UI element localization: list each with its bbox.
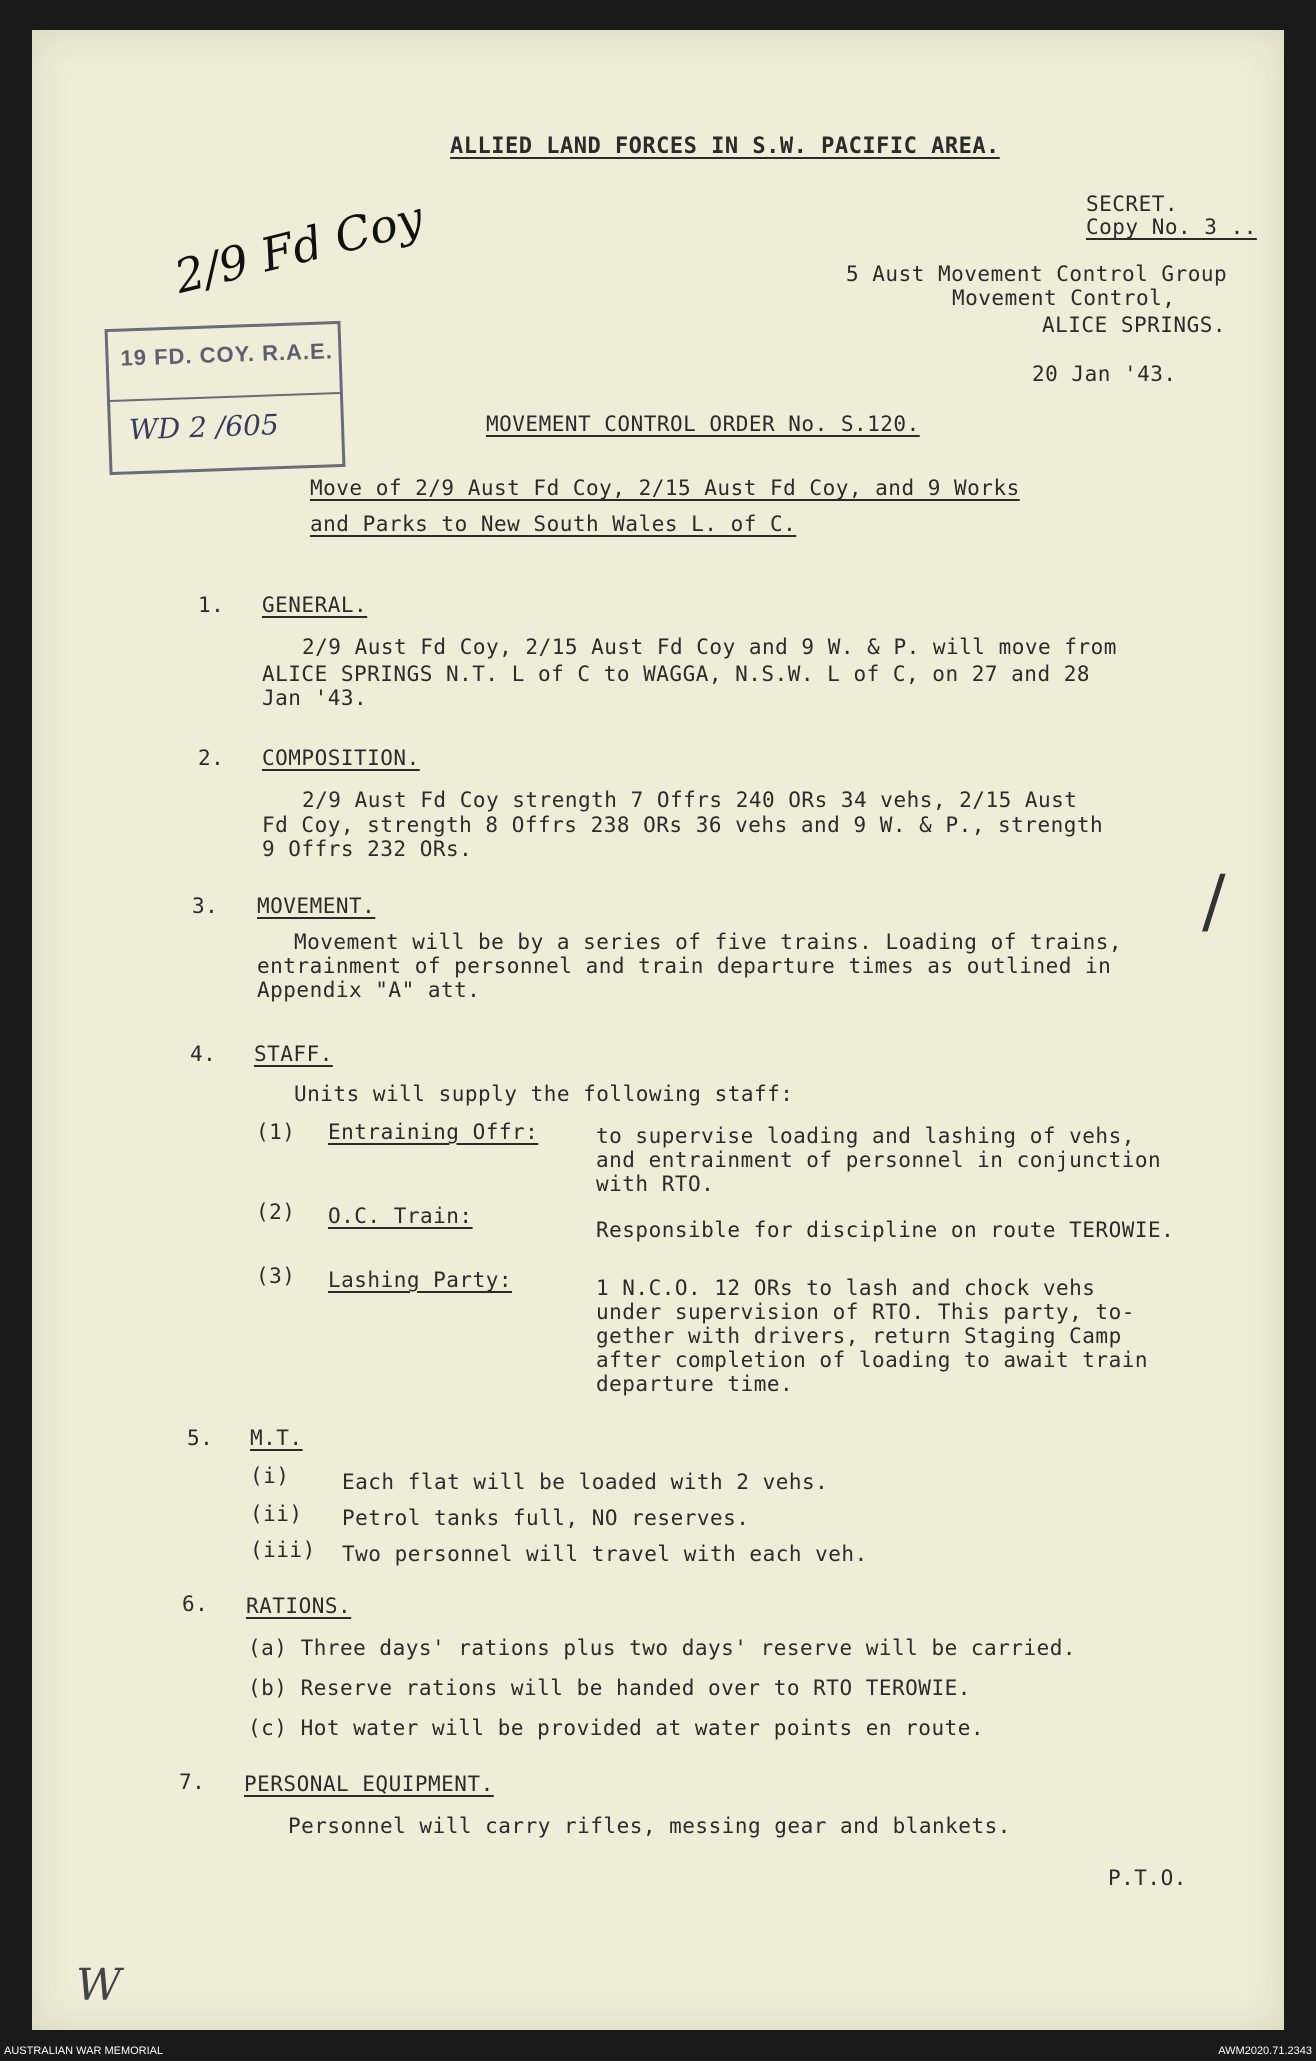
handwritten-unit: 2/9 Fd Coy — [169, 190, 429, 304]
staff-item-3-label: Lashing Party: — [328, 1268, 513, 1292]
handwritten-initials: W — [76, 1960, 122, 2011]
section-1-heading: GENERAL. — [262, 593, 368, 617]
mt-item-2-text: Petrol tanks full, NO reserves. — [342, 1506, 750, 1530]
section-2-line-3: 9 Offrs 232 ORs. — [262, 837, 473, 861]
document-page — [32, 30, 1284, 2030]
section-4-heading: STAFF. — [254, 1042, 333, 1066]
section-2-line-1: 2/9 Aust Fd Coy strength 7 Offrs 240 ORs 34 vehs, 2/15 Aust — [302, 788, 1078, 812]
order-date: 20 Jan '43. — [1032, 362, 1177, 386]
staff-item-1-line-3: with RTO. — [596, 1172, 715, 1196]
section-1-number: 1. — [198, 593, 225, 617]
from-line-1: 5 Aust Movement Control Group — [846, 262, 1228, 286]
staff-item-1-line-1: to supervise loading and lashing of vehs, — [596, 1124, 1135, 1148]
section-3-heading: MOVEMENT. — [257, 894, 376, 918]
section-2-heading: COMPOSITION. — [262, 746, 420, 770]
copy-number: Copy No. 3 .. — [1086, 215, 1257, 239]
section-3-line-1: Movement will be by a series of five trains. Loading of trains, — [294, 930, 1123, 954]
staff-item-3-number: (3) — [256, 1264, 296, 1288]
section-4-intro: Units will supply the following staff: — [294, 1082, 794, 1106]
section-6-number: 6. — [182, 1592, 209, 1616]
staff-item-3-line-5: departure time. — [596, 1372, 794, 1396]
footer-archive-name: AUSTRALIAN WAR MEMORIAL — [4, 2045, 164, 2057]
stamp-divider — [110, 392, 340, 402]
staff-item-2-label: O.C. Train: — [328, 1204, 473, 1228]
section-2-number: 2. — [198, 746, 225, 770]
please-turn-over: P.T.O. — [1108, 1866, 1187, 1890]
mt-item-3-number: (iii) — [250, 1538, 316, 1562]
rations-item-a: (a) Three days' rations plus two days' reserve will be carried. — [248, 1636, 1077, 1660]
order-title: MOVEMENT CONTROL ORDER No. S.120. — [486, 412, 920, 436]
footer-archive-id: AWM2020.71.2343 — [1218, 2045, 1312, 2057]
from-line-3: ALICE SPRINGS. — [1042, 313, 1227, 337]
staff-item-3-line-3: gether with drivers, return Staging Camp — [596, 1324, 1122, 1348]
section-3-line-3: Appendix "A" att. — [257, 978, 481, 1002]
section-3-number: 3. — [192, 894, 219, 918]
staff-item-3-line-2: under supervision of RTO. This party, to- — [596, 1300, 1135, 1324]
from-line-2: Movement Control, — [952, 286, 1176, 310]
handwritten-tick: / — [1202, 860, 1226, 942]
staff-item-1-label: Entraining Offr: — [328, 1120, 539, 1144]
staff-item-1-line-2: and entrainment of personnel in conjunction — [596, 1148, 1162, 1172]
section-7-line-1: Personnel will carry rifles, messing gear and blankets. — [288, 1814, 1011, 1838]
order-subject-line-2: and Parks to New South Wales L. of C. — [310, 512, 797, 536]
section-7-number: 7. — [179, 1770, 206, 1794]
section-3-line-2: entrainment of personnel and train departure times as outlined in — [257, 954, 1112, 978]
mt-item-3-text: Two personnel will travel with each veh. — [342, 1542, 868, 1566]
mt-item-1-number: (i) — [250, 1464, 290, 1488]
section-1-line-2: ALICE SPRINGS N.T. L of C to WAGGA, N.S.W. L of C, on 27 and 28 — [262, 662, 1091, 686]
section-5-heading: M.T. — [250, 1426, 303, 1450]
mt-item-2-number: (ii) — [250, 1502, 303, 1526]
staff-item-3-line-4: after completion of loading to await train — [596, 1348, 1149, 1372]
mt-item-1-text: Each flat will be loaded with 2 vehs. — [342, 1470, 829, 1494]
section-1-line-1: 2/9 Aust Fd Coy, 2/15 Aust Fd Coy and 9 W. & P. will move from — [302, 635, 1117, 659]
rations-item-c: (c) Hot water will be provided at water points en route. — [248, 1716, 985, 1740]
handwritten-reference: WD 2 /605 — [128, 408, 280, 447]
stamp-text: 19 FD. COY. R.A.E. — [120, 338, 334, 371]
unit-stamp — [105, 321, 346, 475]
section-1-line-3: Jan '43. — [262, 686, 368, 710]
section-7-heading: PERSONAL EQUIPMENT. — [244, 1772, 494, 1796]
section-5-number: 5. — [187, 1426, 214, 1450]
section-4-number: 4. — [190, 1042, 217, 1066]
section-6-heading: RATIONS. — [246, 1594, 352, 1618]
document-title: ALLIED LAND FORCES IN S.W. PACIFIC AREA. — [450, 134, 1000, 159]
staff-item-3-line-1: 1 N.C.O. 12 ORs to lash and chock vehs — [596, 1276, 1096, 1300]
order-subject-line-1: Move of 2/9 Aust Fd Coy, 2/15 Aust Fd Coy, and 9 Works — [310, 476, 1020, 500]
section-2-line-2: Fd Coy, strength 8 Offrs 238 ORs 36 vehs and 9 W. & P., strength — [262, 813, 1104, 837]
staff-item-1-number: (1) — [256, 1120, 296, 1144]
rations-item-b: (b) Reserve rations will be handed over to RTO TEROWIE. — [248, 1676, 971, 1700]
staff-item-2-line-1: Responsible for discipline on route TEROWIE. — [596, 1218, 1175, 1242]
secret-label: SECRET. — [1086, 192, 1179, 216]
staff-item-2-number: (2) — [256, 1200, 296, 1224]
